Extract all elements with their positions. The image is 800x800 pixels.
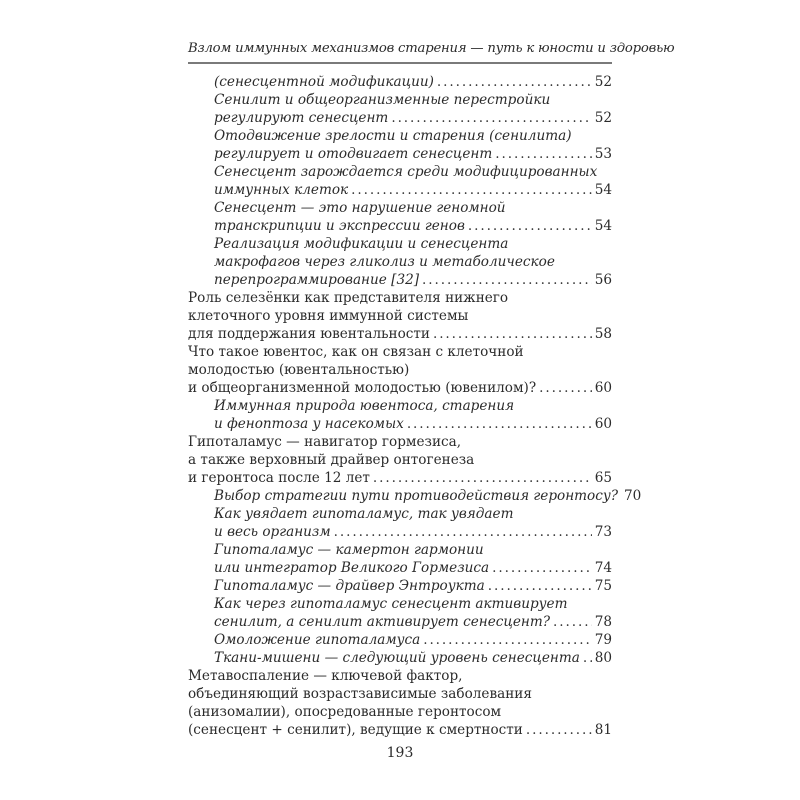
toc-subentry (188, 649, 612, 667)
entry-last-line (188, 379, 612, 397)
entry-page-number: 53 (594, 146, 612, 162)
entry-title-line: для поддержания ювентальности (188, 326, 430, 342)
entry-last-line (214, 631, 612, 649)
entry-title-line: Сенесцент зарождается среди модифицированных (214, 164, 598, 180)
entry-page-number: 54 (594, 182, 612, 198)
toc-subentry (188, 487, 642, 505)
toc-subentry (188, 199, 612, 235)
dot-leader (351, 181, 592, 199)
entry-title-line: Как через гипоталамус сенесцент активирует (214, 596, 568, 612)
entry-page-number: 79 (594, 632, 612, 648)
entry-title-line: Сенилит и общеорганизменные перестройки (214, 92, 551, 108)
entry-page-number: 60 (594, 416, 612, 432)
entry-last-line (188, 325, 612, 343)
book-page (188, 40, 675, 739)
entry-page-number: 78 (594, 614, 612, 630)
dot-leader (437, 73, 592, 91)
entry-last-line (214, 271, 612, 289)
dot-leader (488, 577, 592, 595)
entry-title-line: макрофагов через гликолиз и метаболическое (214, 254, 555, 270)
entry-last-line (188, 721, 612, 739)
toc-entry (188, 343, 612, 397)
entry-page-number: 80 (594, 650, 612, 666)
entry-page-number: 54 (594, 218, 612, 234)
toc-entry (188, 667, 612, 739)
entry-title-line: Отодвижение зрелости и старения (сенилита) (214, 128, 572, 144)
toc-entry (188, 289, 612, 343)
entry-page-number: 52 (594, 110, 612, 126)
entry-title-line: Метавоспаление — ключевой фактор, (188, 668, 463, 684)
toc-subentry (188, 577, 612, 595)
entry-title-line: и геронтоса после 12 лет (188, 470, 370, 486)
dot-leader (423, 631, 591, 649)
entry-last-line (214, 217, 612, 235)
entry-title-line: или интегратор Великого Гормезиса (214, 560, 490, 576)
entry-last-line (214, 613, 612, 631)
entry-page-number: 65 (594, 470, 612, 486)
dot-leader (334, 523, 592, 541)
table-of-contents (188, 73, 642, 739)
toc-subentry (188, 235, 612, 289)
entry-title-line: регулируют сенесцент (214, 110, 389, 126)
entry-page-number: 60 (594, 380, 612, 396)
entry-title-line: объединяющий возрастзависимые заболевания (188, 686, 532, 702)
entry-title-line: Иммунная природа ювентоса, старения (214, 398, 515, 414)
entry-page-number: 70 (624, 488, 642, 504)
toc-subentry (188, 631, 612, 649)
dot-leader (422, 271, 592, 289)
dot-leader (526, 721, 592, 739)
dot-leader (539, 379, 592, 397)
entry-last-line (188, 469, 612, 487)
toc-subentry (188, 397, 612, 433)
entry-last-line (214, 487, 642, 505)
entry-title-line: Выбор стратегии пути противодействия геронтосу? (214, 488, 619, 504)
toc-subentry (188, 541, 612, 577)
entry-title-line: перепрограммирование [32] (214, 272, 420, 288)
entry-page-number: 75 (594, 578, 612, 594)
entry-title-line: транскрипции и экспрессии генов (214, 218, 465, 234)
toc-subentry (188, 505, 612, 541)
entry-title-line: и весь организм (214, 524, 331, 540)
entry-last-line (214, 73, 612, 91)
entry-title-line: Гипоталамус — драйвер Энтроукта (214, 578, 485, 594)
toc-subentry (188, 163, 612, 199)
toc-subentry (188, 73, 612, 91)
entry-title-line: (сенесцентной модификации) (214, 74, 434, 90)
dot-leader (407, 415, 592, 433)
entry-title-line: Ткани-мишени — следующий уровень сенесцента (214, 650, 580, 666)
entry-last-line (214, 649, 612, 667)
toc-subentry (188, 595, 612, 631)
entry-title-line: иммунных клеток (214, 182, 349, 198)
entry-last-line (214, 523, 612, 541)
entry-page-number: 74 (594, 560, 612, 576)
entry-title-line: Омоложение гипоталамуса (214, 632, 421, 648)
entry-page-number: 81 (594, 722, 612, 738)
entry-last-line (214, 577, 612, 595)
dot-leader (495, 145, 591, 163)
toc-subentry (188, 91, 612, 127)
entry-page-number: 52 (594, 74, 612, 90)
dot-leader (373, 469, 592, 487)
dot-leader (433, 325, 592, 343)
running-head: Взлом иммунных механизмов старения — путь к юности и здоровью (188, 40, 612, 64)
entry-title-line: (сенесцент + сенилит), ведущие к смертности (188, 722, 523, 738)
entry-title-line: Гипоталамус — навигатор гормезиса, (188, 434, 462, 450)
toc-subentry (188, 127, 612, 163)
entry-title-line: Сенесцент — это нарушение геномной (214, 200, 506, 216)
dot-leader (391, 109, 591, 127)
entry-page-number: 56 (594, 272, 612, 288)
entry-last-line (214, 559, 612, 577)
entry-title-line: и феноптоза у насекомых (214, 416, 404, 432)
entry-title-line: клеточного уровня иммунной системы (188, 308, 469, 324)
entry-title-line: а также верховный драйвер онтогенеза (188, 452, 475, 468)
toc-entry (188, 433, 612, 487)
entry-last-line (214, 109, 612, 127)
entry-title-line: сенилит, а сенилит активирует сенесцент? (214, 614, 551, 630)
dot-leader (553, 613, 592, 631)
entry-title-line: Как увядает гипоталамус, так увядает (214, 506, 514, 522)
entry-title-line: Реализация модификации и сенесцента (214, 236, 509, 252)
entry-title-line: и общеорганизменной молодостью (ювенилом)? (188, 380, 537, 396)
entry-last-line (214, 145, 612, 163)
entry-last-line (214, 415, 612, 433)
dot-leader (492, 559, 592, 577)
entry-page-number: 58 (594, 326, 612, 342)
dot-leader (468, 217, 592, 235)
entry-title-line: (анизомалии), опосредованные геронтосом (188, 704, 502, 720)
entry-title-line: регулирует и отодвигает сенесцент (214, 146, 493, 162)
entry-title-line: молодостью (ювентальностью) (188, 362, 410, 378)
entry-title-line: Роль селезёнки как представителя нижнего (188, 290, 509, 306)
entry-title-line: Гипоталамус — камертон гармонии (214, 542, 484, 558)
page-number: 193 (386, 745, 414, 761)
entry-last-line (214, 181, 612, 199)
entry-title-line: Что такое ювентос, как он связан с клеточной (188, 344, 524, 360)
dot-leader (583, 649, 592, 667)
entry-page-number: 73 (594, 524, 612, 540)
